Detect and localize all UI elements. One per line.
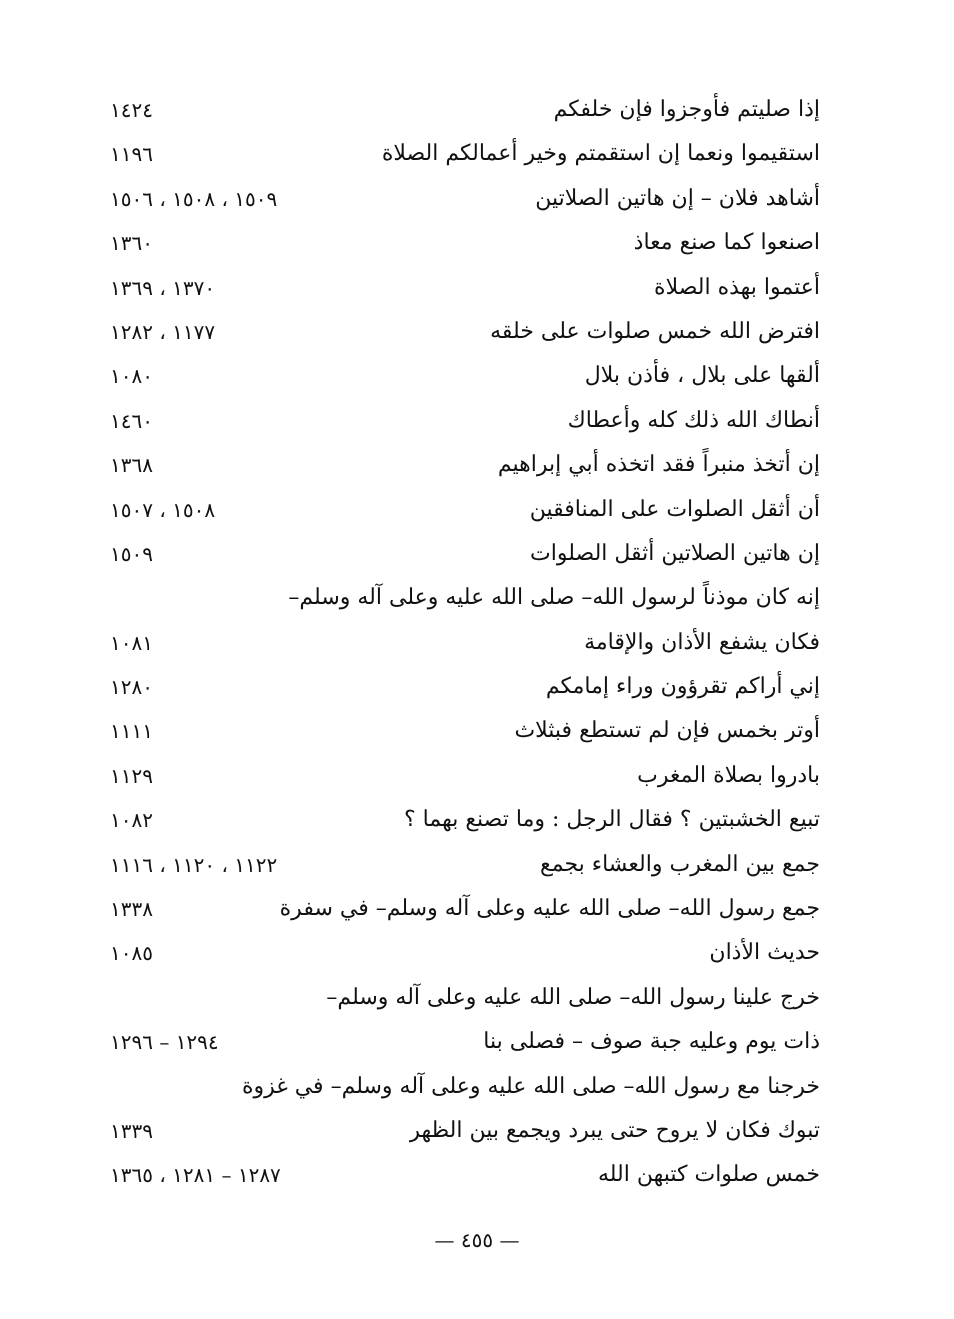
page-number: — ٤٥٥ — — [434, 1228, 520, 1252]
entry-references: ١٥٠٨ ، ١٥٠٧ — [110, 497, 216, 522]
entry-phrase: حديث الأذان — [709, 940, 820, 966]
entry-phrase: ذات يوم وعليه جبة صوف – فصلى بنا — [483, 1029, 820, 1055]
index-entry — [110, 132, 820, 176]
index-entry — [110, 221, 820, 265]
entry-phrase: أشاهد فلان – إن هاتين الصلاتين — [535, 185, 820, 211]
entry-phrase: إن هاتين الصلاتين أثقل الصلوات — [530, 540, 820, 566]
entry-phrase: جمع رسول الله– صلى الله عليه وعلى آله وسلم– في سفرة — [279, 896, 820, 922]
entry-references: ١١٩٦ — [110, 142, 153, 167]
entry-phrase: افترض الله خمس صلوات على خلقه — [490, 318, 820, 344]
entry-phrase: فكان يشفع الأذان والإقامة — [584, 629, 820, 655]
index-entry — [110, 399, 820, 443]
entry-references: ١٠٨٠ — [110, 364, 153, 389]
index-entry — [110, 1065, 820, 1109]
entry-references: ١٠٨١ — [110, 630, 153, 655]
index-entry — [110, 798, 820, 842]
entry-references: ١١١١ — [110, 719, 153, 744]
entry-phrase: جمع بين المغرب والعشاء بجمع — [540, 851, 820, 877]
entry-phrase: أوتر بخمس فإن لم تستطع فبثلاث — [514, 718, 820, 744]
index-entry — [110, 665, 820, 709]
index-entry — [110, 621, 820, 665]
index-entry — [110, 887, 820, 931]
entry-phrase: إنه كان موذناً لرسول الله– صلى الله عليه وعلى آله وسلم– — [288, 585, 820, 611]
entry-phrase: إني أراكم تقرؤون وراء إمامكم — [545, 674, 820, 700]
entry-references: ١٤٢٤ — [110, 98, 153, 122]
index-entry — [110, 931, 820, 975]
index-entry — [110, 266, 820, 310]
entry-phrase: إن أتخذ منبراً فقد اتخذه أبي إبراهيم — [497, 452, 820, 478]
index-entry — [110, 443, 820, 487]
entry-references: ١٣٦٠ — [110, 231, 153, 256]
entry-references: ١٢٨٠ — [110, 675, 153, 700]
entry-phrase: بادروا بصلاة المغرب — [637, 762, 820, 788]
index-entry — [110, 1020, 820, 1064]
index-entry — [110, 532, 820, 576]
entry-phrase: إذا صليتم فأوجزوا فإن خلفكم — [553, 97, 820, 122]
index-entry — [110, 1153, 820, 1197]
entry-references: ١٠٨٥ — [110, 941, 153, 966]
index-entry — [110, 88, 820, 132]
index-entry — [110, 709, 820, 753]
entry-phrase: أعتموا بهذه الصلاة — [654, 274, 820, 300]
entry-phrase: اصنعوا كما صنع معاذ — [633, 230, 820, 256]
entry-references: ١٥٠٩ — [110, 541, 153, 566]
entry-references: ١١٢٩ — [110, 763, 153, 788]
entry-phrase: تبوك فكان لا يروح حتى يبرد ويجمع بين الظهر — [409, 1117, 820, 1143]
index-entry — [110, 354, 820, 398]
entry-phrase: أنطاك الله ذلك كله وأعطاك — [567, 407, 820, 433]
entry-references: ١٤٦٠ — [110, 408, 153, 433]
index-entry — [110, 488, 820, 532]
entry-references: ١٣٣٩ — [110, 1118, 153, 1143]
entry-references: ١٣٦٨ — [110, 453, 153, 478]
index-entry — [110, 754, 820, 798]
entry-phrase: تبيع الخشبتين ؟ فقال الرجل : وما تصنع بهما ؟ — [403, 807, 820, 833]
entry-references: ١٢٨٧ – ١٢٨١ ، ١٣٦٥ — [110, 1163, 281, 1188]
entry-references: ١٠٨٢ — [110, 808, 153, 833]
index-entry — [110, 1109, 820, 1153]
entry-phrase: خرج علينا رسول الله– صلى الله عليه وعلى آله وسلم– — [326, 984, 820, 1010]
entry-phrase: خرجنا مع رسول الله– صلى الله عليه وعلى آله وسلم– في غزوة — [241, 1073, 820, 1099]
index-entry — [110, 843, 820, 887]
entry-phrase: ألقها على بلال ، فأذن بلال — [584, 363, 820, 389]
index-entry — [110, 576, 820, 620]
entry-references: ١٢٩٤ – ١٢٩٦ — [110, 1030, 219, 1055]
index-entry — [110, 310, 820, 354]
hadith-index-list — [110, 88, 820, 1198]
entry-references: ١١٢٢ ، ١١٢٠ ، ١١١٦ — [110, 852, 278, 877]
entry-references: ١١٧٧ ، ١٢٨٢ — [110, 319, 216, 344]
index-entry — [110, 177, 820, 221]
entry-phrase: خمس صلوات كتبهن الله — [597, 1162, 820, 1188]
entry-phrase: أن أثقل الصلوات على المنافقين — [529, 496, 820, 522]
entry-references: ١٥٠٩ ، ١٥٠٨ ، ١٥٠٦ — [110, 186, 278, 211]
entry-references: ١٣٣٨ — [110, 897, 153, 922]
index-entry — [110, 976, 820, 1020]
entry-references: ١٣٧٠ ، ١٣٦٩ — [110, 275, 216, 300]
entry-phrase: استقيموا ونعما إن استقمتم وخير أعمالكم الصلاة — [381, 141, 820, 167]
